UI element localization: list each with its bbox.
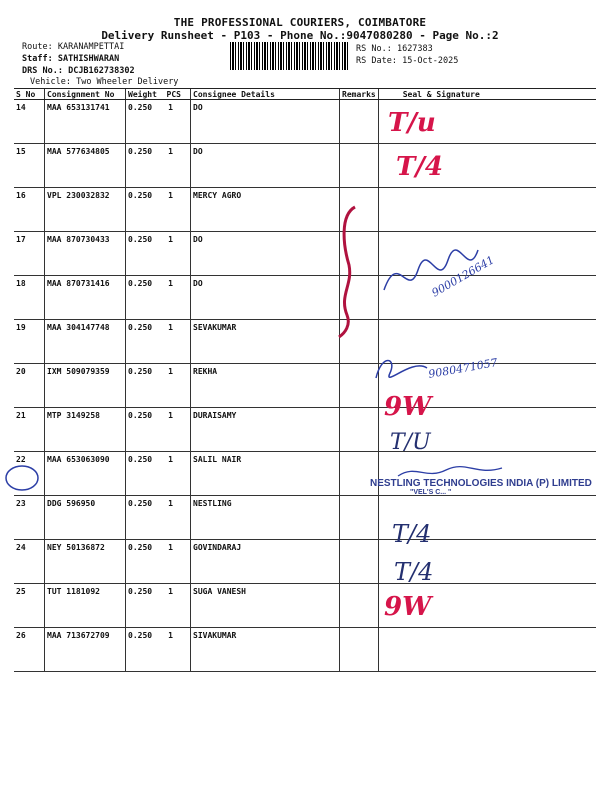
row-weight: 0.250 [128, 411, 153, 420]
drs-label: DRS No.: [22, 66, 63, 76]
row-consignee: SALIL NAIR [191, 452, 340, 496]
table-row [14, 100, 596, 144]
row-consignee: REKHA [191, 364, 340, 408]
table-row [14, 188, 596, 232]
staff-line [22, 54, 119, 64]
row-remarks [340, 584, 379, 628]
row-consignee: DURAISAMY [191, 408, 340, 452]
table-row [14, 276, 596, 320]
staff-value: SATHISHWARAN [57, 54, 120, 64]
row-weight: 0.250 [128, 191, 153, 200]
row-pcs: 1 [168, 235, 173, 244]
row-consignee: DO [191, 276, 340, 320]
row-consignment-no: VPL 230032832 [45, 188, 126, 232]
row-remarks [340, 144, 379, 188]
row-seal-signature [378, 188, 596, 232]
row-consignee: DO [191, 144, 340, 188]
company-stamp [370, 478, 592, 496]
row-pcs: 1 [168, 411, 173, 420]
signature-phone-18: 9000126641 [429, 253, 497, 300]
row-sno: 15 [14, 144, 45, 188]
row-consignment-no: MAA 304147748 [45, 320, 126, 364]
row-pcs: 1 [168, 103, 173, 112]
col-seal: Seal & Signature [378, 89, 596, 100]
row-remarks [340, 540, 379, 584]
row-consignee: MERCY AGRO [191, 188, 340, 232]
barcode [230, 42, 350, 70]
col-pcs: PCS [166, 89, 181, 99]
staff-label: Staff: [22, 54, 53, 64]
row-consignment-no: MAA 653131741 [45, 100, 126, 144]
row-pcs: 1 [168, 191, 173, 200]
row-weight-pcs [126, 584, 191, 628]
row-seal-signature [378, 628, 596, 672]
handwritten-mark-21: 9W [384, 392, 432, 422]
rs-date-label: RS Date: [356, 56, 397, 66]
col-consignee: Consignee Details [191, 89, 340, 100]
row-consignee: DO [191, 232, 340, 276]
col-weight-pcs [126, 89, 191, 100]
table-row [14, 364, 596, 408]
row-pcs: 1 [168, 499, 173, 508]
row-weight: 0.250 [128, 367, 153, 376]
row-weight: 0.250 [128, 235, 153, 244]
row-pcs: 1 [168, 367, 173, 376]
row-weight-pcs [126, 276, 191, 320]
row-consignee: NESTLING [191, 496, 340, 540]
row-weight-pcs [126, 452, 191, 496]
handwritten-bracket [335, 205, 365, 340]
row-consignment-no: IXM 509079359 [45, 364, 126, 408]
handwritten-mark-14: T/u [388, 108, 436, 138]
signature-scribble-18 [378, 240, 498, 310]
row-pcs: 1 [168, 323, 173, 332]
row-weight: 0.250 [128, 455, 153, 464]
row-consignment-no: MAA 653063090 [45, 452, 126, 496]
row-remarks [340, 628, 379, 672]
row-pcs: 1 [168, 455, 173, 464]
rs-line [356, 44, 433, 54]
row-weight-pcs [126, 364, 191, 408]
handwritten-mark-22: T/U [390, 430, 431, 455]
row-weight: 0.250 [128, 631, 153, 640]
row-weight: 0.250 [128, 543, 153, 552]
row-weight: 0.250 [128, 147, 153, 156]
rs-value: 1627383 [396, 44, 433, 54]
signature-scribble-20 [372, 348, 432, 384]
row-pcs: 1 [168, 543, 173, 552]
row-weight-pcs [126, 628, 191, 672]
handwritten-mark-24: T/4 [392, 520, 432, 548]
row-weight: 0.250 [128, 499, 153, 508]
row-consignment-no: TUT 1181092 [45, 584, 126, 628]
row-consignee: SEVAKUMAR [191, 320, 340, 364]
row-weight-pcs [126, 540, 191, 584]
row-sno: 17 [14, 232, 45, 276]
route-value: KARANAMPETTAI [57, 42, 125, 52]
row-sno: 26 [14, 628, 45, 672]
row-remarks [340, 496, 379, 540]
row-consignment-no: MAA 870730433 [45, 232, 126, 276]
table-row [14, 144, 596, 188]
row-remarks [340, 100, 379, 144]
drs-line [22, 66, 135, 76]
route-label: Route: [22, 42, 53, 52]
row-pcs: 1 [168, 587, 173, 596]
table-row [14, 232, 596, 276]
row-sno: 24 [14, 540, 45, 584]
row-weight-pcs [126, 188, 191, 232]
rs-label: RS No.: [356, 44, 392, 54]
row-pcs: 1 [168, 631, 173, 640]
row-consignment-no: NEY 50136872 [45, 540, 126, 584]
rs-date-line [356, 56, 458, 66]
row-sno: 23 [14, 496, 45, 540]
row-weight: 0.250 [128, 587, 153, 596]
row-sno: 14 [14, 100, 45, 144]
stamp-line2: "VEL'S C... " [410, 489, 452, 496]
vehicle-value: Two Wheeler Delivery [76, 77, 179, 87]
handwritten-mark-15: T/4 [396, 152, 443, 182]
row-remarks [340, 408, 379, 452]
row-consignee: SUGA VANESH [191, 584, 340, 628]
table-row [14, 584, 596, 628]
runsheet-table [14, 89, 596, 672]
row-sno: 25 [14, 584, 45, 628]
table-row [14, 628, 596, 672]
row-sno: 16 [14, 188, 45, 232]
col-weight: Weight [128, 89, 157, 99]
handwritten-mark-25: T/4 [394, 558, 434, 586]
header-subtitle: Delivery Runsheet - P103 - Phone No.:9047080280 - Page No.:2 [101, 29, 499, 42]
table-row [14, 496, 596, 540]
row-sno: 22 [14, 452, 45, 496]
header-title: THE PROFESSIONAL COURIERS, COIMBATORE [173, 16, 427, 29]
row-consignment-no: MAA 577634805 [45, 144, 126, 188]
row-weight-pcs [126, 144, 191, 188]
rs-date-value: 15-Oct-2025 [402, 56, 459, 66]
row-sno: 19 [14, 320, 45, 364]
row-sno: 21 [14, 408, 45, 452]
table-header-row [14, 89, 596, 100]
row-weight: 0.250 [128, 103, 153, 112]
row-consignee: DO [191, 100, 340, 144]
vehicle-label: Vehicle: [30, 77, 71, 87]
row-pcs: 1 [168, 147, 173, 156]
vehicle-line [30, 77, 178, 87]
row-weight: 0.250 [128, 323, 153, 332]
row-weight-pcs [126, 496, 191, 540]
row-consignment-no: DDG 596950 [45, 496, 126, 540]
circle-mark-23 [4, 464, 44, 492]
signature-phone-20: 9080471057 [427, 356, 499, 381]
row-weight-pcs [126, 100, 191, 144]
row-weight-pcs [126, 320, 191, 364]
col-sno: S No [14, 89, 45, 100]
table-row [14, 320, 596, 364]
col-remarks: Remarks [340, 89, 379, 100]
row-consignment-no: MTP 3149258 [45, 408, 126, 452]
drs-value: DCJB162738302 [68, 66, 135, 76]
row-sno: 20 [14, 364, 45, 408]
route-line [22, 42, 124, 52]
row-weight: 0.250 [128, 279, 153, 288]
row-weight-pcs [126, 408, 191, 452]
row-consignment-no: MAA 713672709 [45, 628, 126, 672]
row-pcs: 1 [168, 279, 173, 288]
row-weight-pcs [126, 232, 191, 276]
stamp-company: NESTLING TECHNOLOGIES INDIA (P) LIMITED [370, 478, 592, 489]
table-row [14, 408, 596, 452]
col-consignment: Consignment No [45, 89, 126, 100]
table-row [14, 540, 596, 584]
row-consignment-no: MAA 870731416 [45, 276, 126, 320]
row-consignee: GOVINDARAJ [191, 540, 340, 584]
handwritten-mark-26: 9W [384, 592, 432, 622]
row-consignee: SIVAKUMAR [191, 628, 340, 672]
row-sno: 18 [14, 276, 45, 320]
